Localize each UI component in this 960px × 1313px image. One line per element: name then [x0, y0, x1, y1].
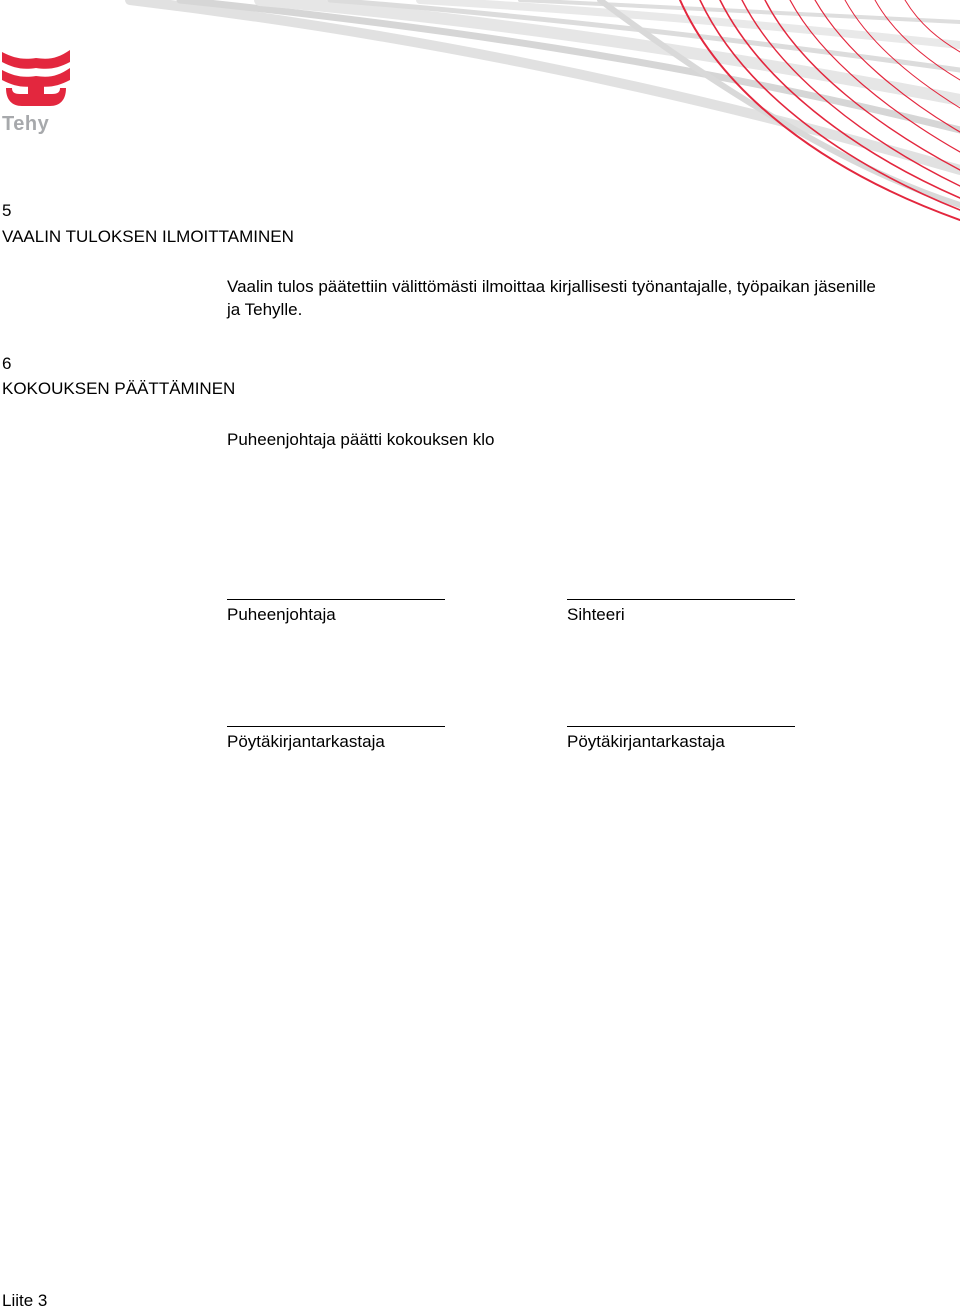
signature-label: Puheenjohtaja [227, 605, 336, 624]
section-body: Puheenjohtaja päätti kokouksen klo [227, 430, 495, 449]
signature-examiner-2 [567, 725, 795, 754]
signature-secretary [567, 598, 795, 627]
signature-label: Pöytäkirjantarkastaja [567, 732, 725, 751]
section-number: 5 [2, 201, 12, 220]
logo-wordmark: Tehy [2, 113, 50, 135]
signature-examiner-1 [227, 725, 445, 754]
signature-line [567, 725, 795, 727]
section-body: Vaalin tulos päätettiin välittömästi ilmoittaa kirjallisesti työnantajalle, työpaikan jäsenille ja Tehylle. [227, 277, 876, 319]
page-footer: Liite 3 [2, 1291, 48, 1310]
section-number: 6 [2, 354, 12, 373]
signature-label: Sihteeri [567, 605, 625, 624]
signature-chair [227, 598, 445, 627]
signature-line [227, 725, 445, 727]
header-swoosh-graphic [0, 0, 960, 240]
signature-label: Pöytäkirjantarkastaja [227, 732, 385, 751]
section-title: VAALIN TULOKSEN ILMOITTAMINEN [2, 227, 294, 246]
signature-line [567, 598, 795, 600]
section-title: KOKOUKSEN PÄÄTTÄMINEN [2, 379, 236, 398]
signature-line [227, 598, 445, 600]
